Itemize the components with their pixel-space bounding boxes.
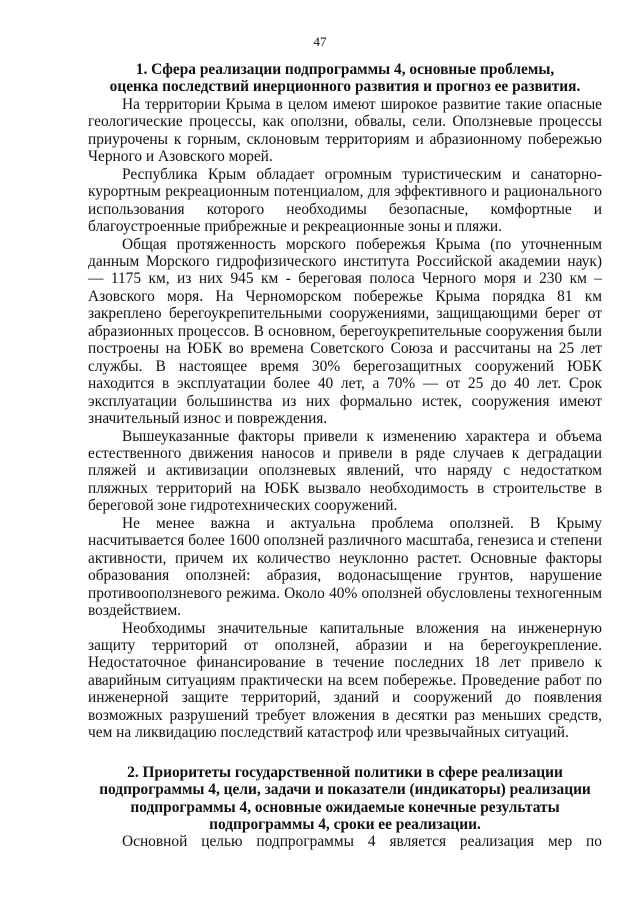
section-2-title-line: подпрограммы 4, сроки ее реализации. [209,816,481,834]
paragraph-landslides: Не менее важна и актуальна проблема оползней. В Крыму насчитывается более 1600 оползней различного масштаба, генезиса и степени активности, причем их количество неуклонно растет. Основные факторы образования оползней: абразия, водонасыщение грунтов, нарушение противооползневого режима. Около 40% оползней обусловлены техногенным воздействием. [88,514,602,620]
section-2-title-line: подпрограммы 4, цели, задачи и показатели (индикаторы) реализации [99,781,591,799]
paragraph-recreational-potential: Республика Крым обладает огромным туристическим и санаторно-курортным рекреационным потенциалом, для эффективного и рационального использования которого необходимы безопасные, комфортные и благоустроенные прибрежные и рекреационные зоны и пляжи. [88,165,602,236]
paragraph-coastline-length: Общая протяженность морского побережья Крыма (по уточненным данным Морского гидрофизического института Российской академии наук) — 1175 км, из них 945 км - береговая полоса Черного моря и 230 км – Азовского моря. На Черноморском побережье Крыма порядка 81 км закреплено берегоукрепительными сооружениями, защищающими берег от абразионных процессов. В основном, берегоукрепительные сооружения были построены на ЮБК во времена Советского Союза и рассчитаны на 25 лет службы. В настоящее время 30% берегозащитных сооружений ЮБК находится в эксплуатации более 40 лет, а 70% — от 25 до 40 лет. Срок эксплуатации большинства из них формально истек, сооружения имеют значительный износ и повреждения. [88,235,602,428]
section-1-title [88,61,602,96]
section-1-title-line: оценка последствий инерционного развития и прогноз ее развития. [109,78,581,96]
page-number: 47 [313,34,327,49]
document-body [88,61,602,851]
section-2-title [88,764,602,834]
section-1-title-line: 1. Сфера реализации подпрограммы 4, основные проблемы, [135,61,555,78]
paragraph-capital-investment: Необходимы значительные капитальные вложения на инженерную защиту территорий от оползней, абразии и на берегоукрепление. Недостаточное финансирование в течение последних 18 лет привело к аварийным ситуациям практически на всем побережье. Проведение работ по инженерной защите территорий, зданий и сооружений до появления возможных разрушений требует вложения в десятки раз меньших средств, чем на ликвидацию последствий катастроф или чрезвычайных ситуаций. [88,619,602,742]
section-2-title-line: подпрограммы 4, основные ожидаемые конечные результаты [130,798,560,816]
paragraph-geological-processes: На территории Крыма в целом имеют широкое развитие такие опасные геологические процессы, как оползни, обвалы, сели. Оползневые процессы приурочены к горным, склоновым территориям и абразионному побережью Черного и Азовского морей. [88,95,602,166]
section-2-title-line: 2. Приоритеты государственной политики в сфере реализации [127,763,563,781]
paragraph-sediment-factors: Вышеуказанные факторы привели к изменению характера и объема естественного движения наносов и привели в ряде случаев к деградации пляжей и активизации оползневых явлений, что наряду с недостатком пляжных территорий на ЮБК вызвало необходимость в строительстве в береговой зоне гидротехнических сооружений. [88,427,602,515]
paragraph-main-goal: Основной целью подпрограммы 4 является реализация мер по [122,833,602,851]
section-gap [88,742,602,764]
